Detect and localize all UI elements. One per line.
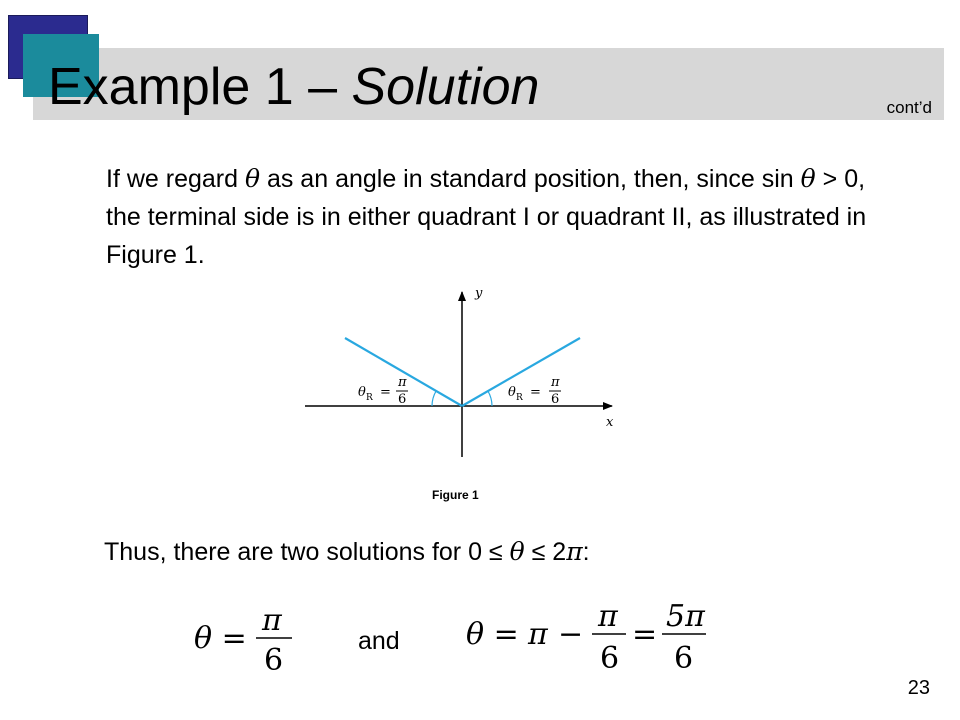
angle-arc-right: [488, 391, 492, 406]
eq2-denominator: 6: [600, 641, 620, 676]
figure-caption: Figure 1: [432, 488, 479, 502]
eq2-pi: π: [528, 617, 548, 652]
theta-symbol: θ: [509, 537, 525, 566]
x-axis-label: x: [606, 415, 614, 430]
equation-theta-pi-minus-pi-over-6: [462, 592, 712, 678]
left-equals: =: [380, 385, 391, 400]
right-angle-label: [508, 375, 561, 407]
angle-arc-left: [432, 391, 436, 406]
right-equals: =: [530, 385, 541, 400]
eq1-numerator: π: [262, 603, 282, 638]
equation-theta-pi-over-6: [190, 598, 300, 678]
left-theta: θ: [358, 385, 366, 400]
solutions-sentence: [104, 533, 590, 571]
right-subscript: R: [516, 393, 523, 403]
p1-part1: If we regard: [106, 165, 245, 193]
eq1-denominator: 6: [264, 643, 284, 678]
left-six: 6: [398, 392, 407, 407]
theta-symbol: θ: [244, 164, 261, 193]
right-theta: θ: [508, 385, 516, 400]
title-italic: Solution: [351, 58, 540, 116]
eq2-equals: =: [632, 617, 658, 652]
theta-symbol: θ: [800, 164, 816, 193]
right-pi: π: [551, 375, 560, 390]
eq2-minus: −: [558, 617, 584, 652]
left-angle-label: [358, 375, 408, 407]
eq2-denominator-2: 6: [674, 641, 694, 676]
eq2-numerator: π: [598, 599, 618, 634]
continued-label: cont’d: [886, 98, 932, 117]
eq1-lhs: θ =: [194, 621, 247, 656]
figure-1: [300, 282, 630, 462]
left-pi: π: [398, 375, 407, 390]
body-paragraph: [106, 160, 906, 274]
pi-symbol: π: [566, 537, 583, 566]
right-six: 6: [551, 392, 560, 407]
and-word: and: [358, 627, 400, 655]
left-subscript: R: [366, 393, 373, 403]
slide-title: [48, 56, 539, 118]
page-number: 23: [907, 677, 930, 699]
eq2-lhs: θ =: [466, 617, 519, 652]
eq2-numerator-2: 5π: [666, 599, 705, 634]
colon: :: [582, 538, 590, 566]
thus-text: Thus, there are two solutions for 0 ≤: [104, 538, 510, 566]
y-axis-label: y: [475, 286, 483, 301]
p1-part2: as an angle in standard position, then, since sin: [260, 165, 801, 193]
p1-part3: > 0, the terminal side is in either quadrant I or quadrant II, as illustrated in Figure 1.: [106, 165, 867, 269]
le-two: ≤ 2: [524, 538, 567, 566]
title-main: Example 1 –: [48, 58, 352, 116]
